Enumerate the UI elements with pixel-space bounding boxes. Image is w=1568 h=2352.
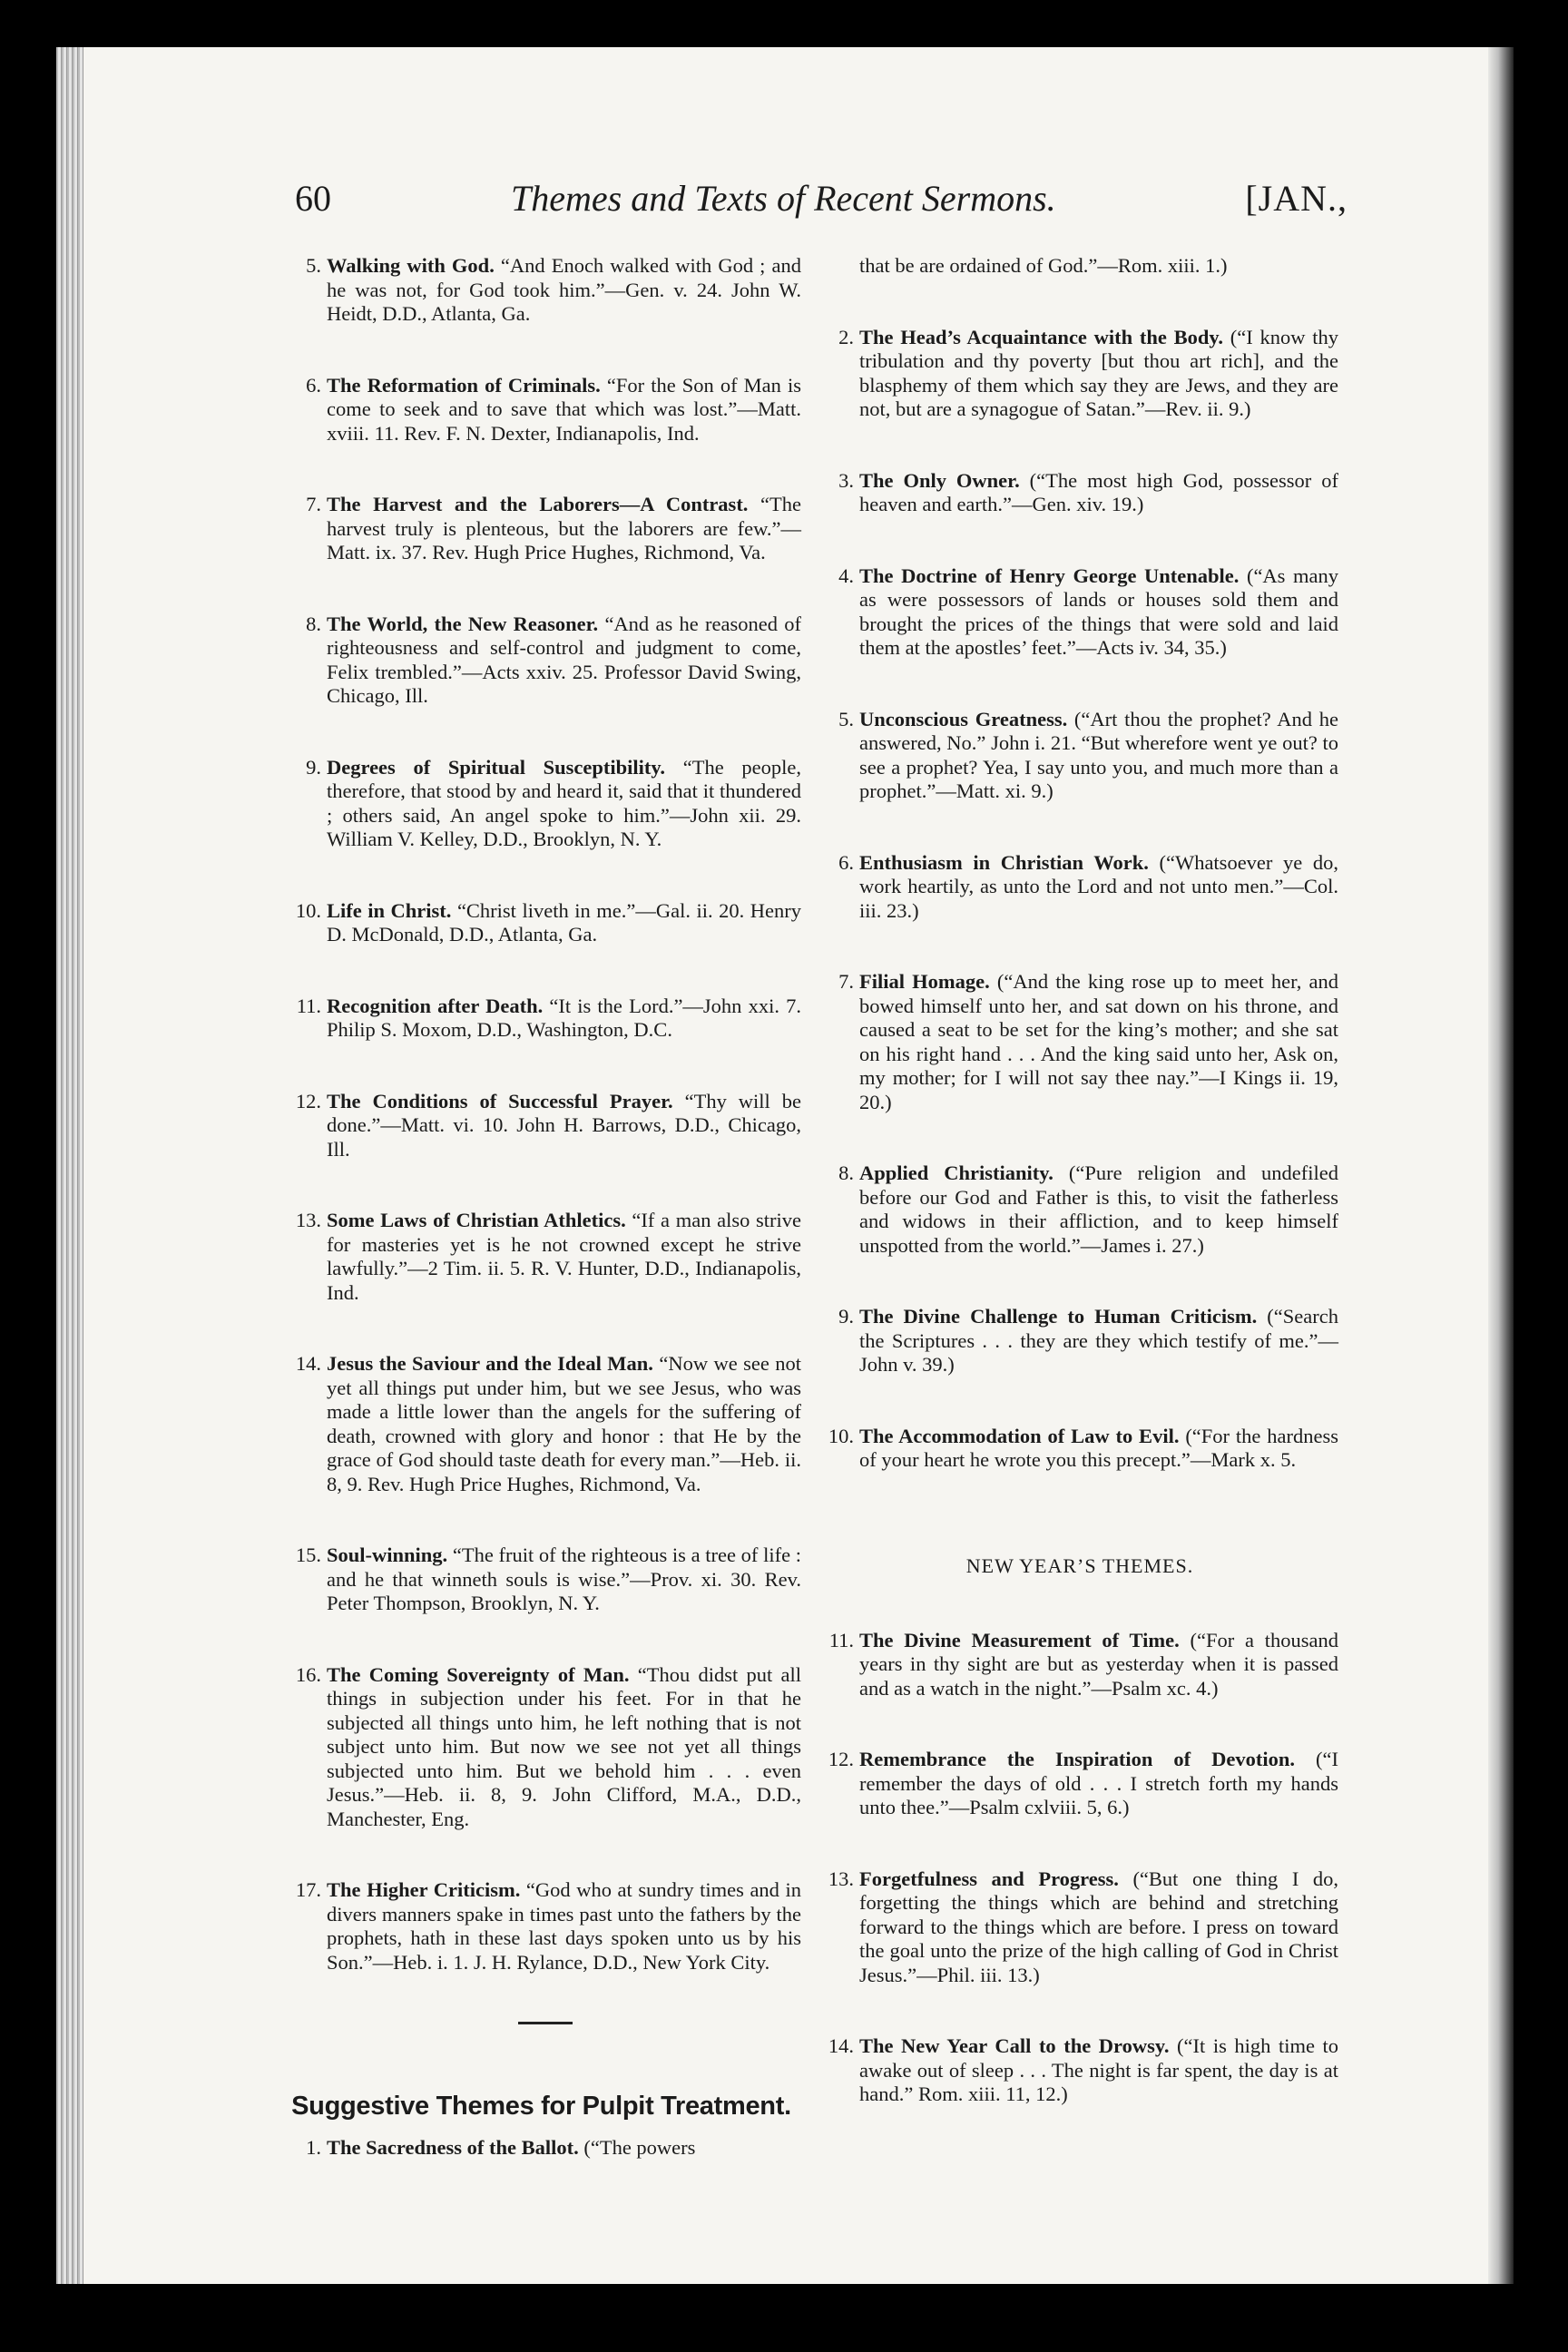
entry-number: 5. xyxy=(838,707,854,730)
list-item xyxy=(821,1867,1338,1988)
entry-title: The Harvest and the Laborers—A Contrast. xyxy=(327,493,749,515)
entry-number: 1. xyxy=(306,2136,321,2159)
entry-title: Recognition after Death. xyxy=(327,994,544,1017)
entry-number: 7. xyxy=(838,970,854,993)
entry-text: (“The most high God, possessor of heaven and earth.”—Gen. xiv. 19.) xyxy=(859,468,1338,515)
list-item xyxy=(289,1878,801,1975)
entry-number: 16. xyxy=(295,1662,321,1686)
entry-text: “God who at sundry times and in divers manners spake in times past unto the fathers by the prophets, hath in these last days spoken unto us by his Son.”—Heb. i. 1. J. H. Rylance, D.D., New York City. xyxy=(327,1878,801,1974)
entry-title: The Only Owner. xyxy=(859,468,1020,492)
list-item xyxy=(821,1161,1338,1258)
entry-title: The New Year Call to the Drowsy. xyxy=(859,2034,1170,2057)
entry-number: 6. xyxy=(838,850,854,874)
entry-text: “Christ liveth in me.”—Gal. ii. 20. Henry D. McDonald, D.D., Atlanta, Ga. xyxy=(327,898,801,946)
running-header xyxy=(295,177,1348,231)
entry-title: The Reformation of Criminals. xyxy=(327,373,601,397)
list-item xyxy=(821,851,1338,924)
list-item xyxy=(821,1305,1338,1377)
entry-title: The World, the New Reasoner. xyxy=(327,612,599,635)
list-item xyxy=(289,899,801,947)
list-item xyxy=(289,612,801,709)
entry-title: The Conditions of Successful Prayer. xyxy=(327,1089,673,1112)
list-item xyxy=(821,2034,1338,2107)
entry-text: (“I remember the days of old . . . I stretch forth my hands unto thee.”—Psalm cxlviii. 5, 6.) xyxy=(859,1748,1338,1818)
suggestive-themes-heading: Suggestive Themes for Pulpit Treatment. xyxy=(291,2092,791,2121)
entry-title: Applied Christianity. xyxy=(859,1161,1054,1184)
list-item xyxy=(821,326,1338,422)
entry-text: “Thy will be done.”—Matt. vi. 10. John H. Barrows, D.D., Chicago, Ill. xyxy=(327,1089,801,1161)
entry-title: The Accommodation of Law to Evil. xyxy=(859,1424,1180,1447)
entry-number: 15. xyxy=(295,1544,321,1566)
list-item xyxy=(821,469,1338,517)
entry-title: Degrees of Spiritual Susceptibility. xyxy=(327,755,666,779)
entry-number: 9. xyxy=(306,755,321,779)
entry-number: 8. xyxy=(838,1161,854,1184)
entry-number: 11. xyxy=(296,994,321,1017)
sermon-list xyxy=(289,254,801,1975)
entry-text: (“Pure religion and undefiled before our God and Father is this, to visit the fatherless and widows in their affliction, and to keep himself unspotted from the world.”—James i. 27.) xyxy=(859,1161,1338,1257)
continued-text: that be are ordained of God.”—Rom. xiii. 1.) xyxy=(859,254,1228,277)
entry-number: 7. xyxy=(306,493,321,515)
entry-text: (“For the hardness of your heart he wrote you this precept.”—Mark x. 5. xyxy=(859,1424,1338,1471)
entry-title: The Sacredness of the Ballot. xyxy=(327,2136,579,2159)
page-right-edge xyxy=(1488,47,1514,2284)
entry-number: 11. xyxy=(828,1628,854,1651)
entry-text: (“The powers xyxy=(578,2136,696,2159)
entry-text: (“It is high time to awake out of sleep . . . The night is far spent, the day is at hand.” Rom. xiii. 11, 12.) xyxy=(859,2034,1338,2105)
entry-title: Unconscious Greatness. xyxy=(859,707,1068,730)
left-column xyxy=(289,254,801,2161)
entry-title: The Doctrine of Henry George Untenable. xyxy=(859,564,1240,587)
entry-number: 2. xyxy=(838,325,854,348)
new-year-theme-list xyxy=(821,1629,1338,2107)
entry-number: 8. xyxy=(306,612,321,635)
entry-title: Some Laws of Christian Athletics. xyxy=(327,1209,626,1231)
entry-text: “It is the Lord.”—John xxi. 7. Philip S. Moxom, D.D., Washington, D.C. xyxy=(327,994,801,1041)
entry-text: (“But one thing I do, forgetting the things which are behind and stretching forward to the things which are before. I press on toward the goal unto the prize of the high calling of God in Christ Jesus.”—Phil. iii. 13.) xyxy=(859,1867,1338,1986)
suggestive-theme-1 xyxy=(289,2136,801,2161)
entry-number: 13. xyxy=(828,1867,854,1890)
entry-number: 9. xyxy=(838,1305,854,1328)
entry-number: 12. xyxy=(295,1089,321,1112)
right-column xyxy=(821,254,1338,2154)
entry-title: Life in Christ. xyxy=(327,898,452,922)
list-item xyxy=(289,1090,801,1162)
entry-text: “And as he reasoned of righteousness and self-control and judgment to come, Felix trembled.”—Acts xxiv. 25. Professor David Swing, Chicago, Ill. xyxy=(327,612,802,707)
suggestive-theme-list xyxy=(821,326,1338,1473)
month-label: [JAN., xyxy=(1245,178,1348,219)
section-rule xyxy=(518,2022,573,2024)
list-item xyxy=(289,995,801,1043)
entry-title: The Divine Challenge to Human Criticism. xyxy=(859,1305,1258,1328)
entry-title: Forgetfulness and Progress. xyxy=(859,1867,1119,1890)
entry-title: Jesus the Saviour and the Ideal Man. xyxy=(327,1352,653,1375)
entry-title: Remembrance the Inspiration of Devotion. xyxy=(859,1748,1296,1770)
entry-title: The Divine Measurement of Time. xyxy=(859,1628,1180,1651)
entry-text: (“And the king rose up to meet her, and bowed himself unto her, and sat down on his throne, and caused a seat to be set for the king’s mother; and she sat on his right hand . . . And the king said unto her, Ask on, my mother; for I will not say thee nay.”—I Kings ii. 19, 20.) xyxy=(859,970,1338,1113)
entry-text: (“Art thou the prophet? And he answered, No.” John i. 21. “But wherefore went ye out? to see a prophet? Yea, I say unto you, and much more than a prophet.”—Matt. xi. 9.) xyxy=(859,707,1338,802)
list-item xyxy=(821,970,1338,1114)
entry-title: Enthusiasm in Christian Work. xyxy=(859,850,1149,874)
page-number: 60 xyxy=(295,178,331,219)
list-item xyxy=(821,1748,1338,1820)
entry-text: (“As many as were possessors of lands or houses sold them and brought the prices of the things that were sold and laid them at the apostles’ feet.”—Acts iv. 34, 35.) xyxy=(859,564,1338,659)
entry-text: “For the Son of Man is come to seek and to save that which was lost.”—Matt. xviii. 11. Rev. F. N. Dexter, Indianapolis, Ind. xyxy=(327,373,801,445)
entry-number: 3. xyxy=(838,468,854,492)
entry-text: (“I know thy tribulation and thy poverty [but thou art rich], and the blasphemy of them which say they are Jews, and they are not, but are a synagogue of Satan.”—Rev. ii. 9.) xyxy=(859,325,1338,420)
list-item xyxy=(821,708,1338,804)
list-item xyxy=(289,756,801,852)
entry-text: “And Enoch walked with God ; and he was not, for God took him.”—Gen. v. 24. John W. Heidt, D.D., Atlanta, Ga. xyxy=(327,254,801,325)
entry-number: 14. xyxy=(295,1352,321,1375)
list-item xyxy=(821,1629,1338,1701)
entry-text: “Now we see not yet all things put under him, but we see Jesus, who was made a little lower than the angels for the suffering of death, crowned with glory and honor : that He by the grace of God should taste death for every man.”—Heb. ii. 8, 9. Rev. Hugh Price Hughes, Richmond, Va. xyxy=(327,1352,801,1495)
list-item xyxy=(289,493,801,565)
new-year-themes-heading: NEW YEAR’S THEMES. xyxy=(965,1553,1194,1577)
entry-title: Filial Homage. xyxy=(859,970,990,993)
list-item xyxy=(289,1352,801,1496)
entry-title: The Higher Criticism. xyxy=(327,1878,521,1901)
entry-text: (“Search the Scriptures . . . they are they which testify of me.”—John v. 39.) xyxy=(859,1305,1338,1376)
entry-number: 12. xyxy=(828,1748,854,1770)
entry-title: The Head’s Acquaintance with the Body. xyxy=(859,325,1224,348)
list-item xyxy=(821,564,1338,661)
entry-text: “The people, therefore, that stood by and heard it, said that it thundered ; others said, An angel spoke to him.”—John xii. 29. William V. Kelley, D.D., Brooklyn, N. Y. xyxy=(327,755,801,850)
page-binding-edge xyxy=(56,47,83,2284)
entry-text: “If a man also strive for masteries yet is he not crowned except he strive lawfully.”—2 Tim. ii. 5. R. V. Hunter, D.D., Indianapolis, Ind. xyxy=(327,1209,801,1304)
list-item xyxy=(289,374,801,446)
list-item xyxy=(289,254,801,327)
entry-number: 10. xyxy=(828,1424,854,1447)
entry-text: (“Whatsoever ye do, work heartily, as unto the Lord and not unto men.”—Col. iii. 23.) xyxy=(859,850,1338,922)
entry-title: Walking with God. xyxy=(327,254,495,277)
list-item xyxy=(821,1425,1338,1473)
entry-number: 10. xyxy=(295,898,321,922)
list-item xyxy=(289,1209,801,1305)
entry-title: Soul-winning. xyxy=(327,1544,448,1566)
entry-number: 17. xyxy=(295,1878,321,1901)
entry-text: “The fruit of the righteous is a tree of life : and he that winneth souls is wise.”—Prov. xi. 30. Rev. Peter Thompson, Brooklyn, N. Y. xyxy=(327,1544,801,1614)
entry-text: “Thou didst put all things in subjection under his feet. For in that he subjected all things unto him, he left nothing that is not subject unto him. But now we see not yet all things subjected unto him. But we behold him . . . even Jesus.”—Heb. ii. 8, 9. John Clifford, M.A., D.D., Manchester, Eng. xyxy=(327,1662,801,1830)
entry-number: 4. xyxy=(838,564,854,587)
entry-number: 13. xyxy=(295,1209,321,1231)
entry-title: The Coming Sovereignty of Man. xyxy=(327,1662,630,1686)
entry-number: 14. xyxy=(828,2034,854,2057)
entry-text: (“For a thousand years in thy sight are but as yesterday when it is passed and as a watch in the night.”—Psalm xc. 4.) xyxy=(859,1628,1338,1700)
running-title: Themes and Texts of Recent Sermons. xyxy=(511,178,1056,219)
list-item xyxy=(289,1663,801,1832)
entry-number: 6. xyxy=(306,373,321,397)
entry-text: “The harvest truly is plenteous, but the laborers are few.”—Matt. ix. 37. Rev. Hugh Price Hughes, Richmond, Va. xyxy=(327,493,802,564)
entry-number: 5. xyxy=(306,254,321,277)
list-item xyxy=(289,1544,801,1616)
